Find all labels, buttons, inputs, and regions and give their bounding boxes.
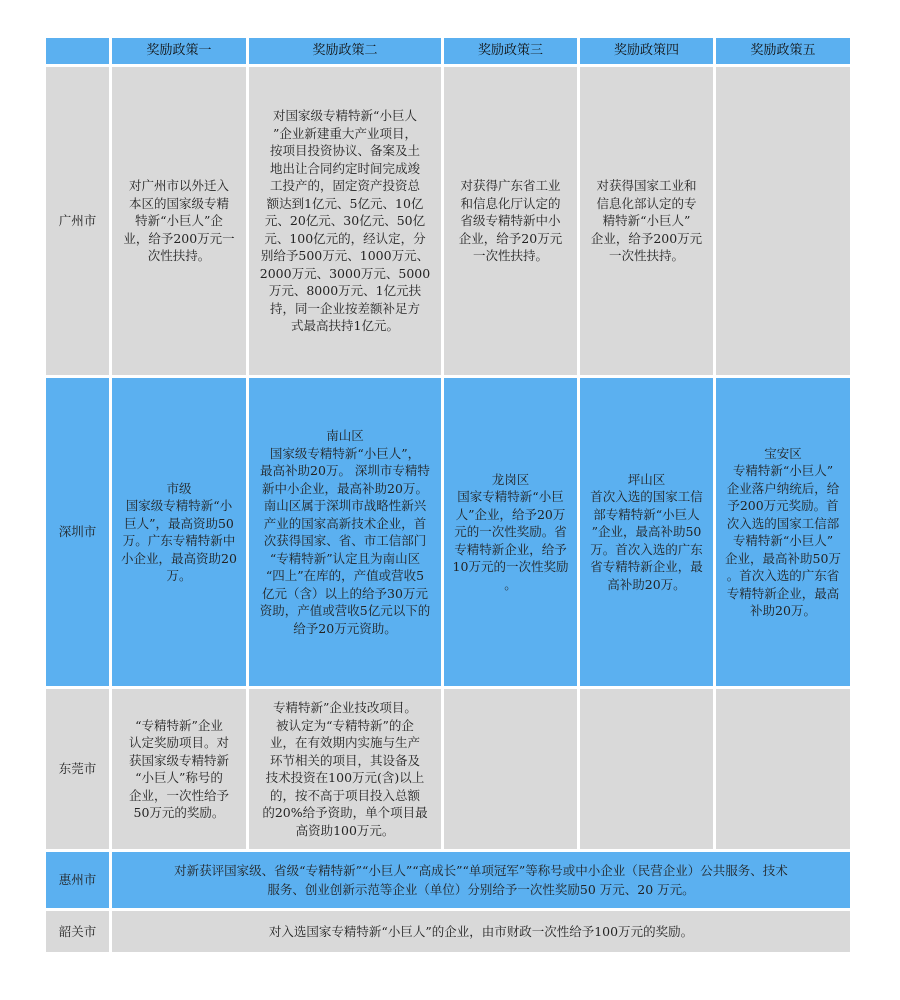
- shaoguan-policy-merged: 对入选国家专精特新“小巨人”的企业，由市财政一次性给予100万元的奖励。: [112, 911, 850, 952]
- header-policy-4: 奖励政策四: [580, 38, 713, 64]
- shenzhen-policy-5: 宝安区 专精特新“小巨人” 企业落户纳统后，给 予200万元奖励。首 次入选的国家工信部 专精特新“小巨人” 企业，最高补助50万 。首次入选的广东省 专精特新企业，最高 补助20万。: [716, 378, 850, 686]
- dongguan-policy-4: [580, 689, 713, 849]
- city-guangzhou: 广州市: [46, 67, 109, 375]
- guangzhou-policy-3: 对获得广东省工业 和信息化厅认定的 省级专精特新中小 企业，给予20万元 一次性扶持。: [444, 67, 577, 375]
- shenzhen-policy-4: 坪山区 首次入选的国家工信 部专精特新“小巨人 ”企业，最高补助50 万。首次入选的广东 省专精特新企业，最 高补助20万。: [580, 378, 713, 686]
- city-dongguan: 东莞市: [46, 689, 109, 849]
- header-corner: [46, 38, 109, 64]
- dongguan-policy-1: “专精特新”企业 认定奖励项目。对 获国家级专精特新 “小巨人”称号的 企业，一次性给予 50万元的奖励。: [112, 689, 246, 849]
- dongguan-policy-3: [444, 689, 577, 849]
- dongguan-policy-5: [716, 689, 850, 849]
- guangzhou-policy-1: 对广州市以外迁入 本区的国家级专精 特新“小巨人”企 业，给予200万元一 次性扶持。: [112, 67, 246, 375]
- shenzhen-policy-3: 龙岗区 国家专精特新“小巨 人”企业，给予20万 元的一次性奖励。省 专精特新企业，给予 10万元的一次性奖励 。: [444, 378, 577, 686]
- guangzhou-policy-4: 对获得国家工业和 信息化部认定的专 精特新“小巨人” 企业，给予200万元 一次性扶持。: [580, 67, 713, 375]
- header-policy-5: 奖励政策五: [716, 38, 850, 64]
- shenzhen-policy-2: 南山区 国家级专精特新“小巨人”， 最高补助20万。 深圳市专精特 新中小企业，最高补助20万。 南山区属于深圳市战略性新兴 产业的国家高新技术企业，首 次获得国家、省、市工信部门 “专精特新”认定且为南山区 “四上”在库的，产值或营收5 亿元（含）以上的给予30万元 资助，产值或营收5亿元以下的 给予20万元资助。: [249, 378, 441, 686]
- shenzhen-policy-1: 市级 国家级专精特新“小 巨人”，最高资助50 万。广东专精特新中 小企业，最高资助20 万。: [112, 378, 246, 686]
- city-shaoguan: 韶关市: [46, 911, 109, 952]
- city-huizhou: 惠州市: [46, 852, 109, 908]
- header-policy-3: 奖励政策三: [444, 38, 577, 64]
- header-policy-1: 奖励政策一: [112, 38, 246, 64]
- city-shenzhen: 深圳市: [46, 378, 109, 686]
- dongguan-policy-2: 专精特新”企业技改项目。 被认定为“专精特新”的企 业，在有效期内实施与生产 环节相关的项目，其设备及 技术投资在100万元(含)以上 的，按不高于项目投入总额 的20%给予资助，单个项目最 高资助100万元。: [249, 689, 441, 849]
- guangzhou-policy-5: [716, 67, 850, 375]
- huizhou-policy-merged: 对新获评国家级、省级“专精特新”“小巨人”“高成长”“单项冠军”等称号或中小企业（民营企业）公共服务、技术 服务、创业创新示范等企业（单位）分别给予一次性奖励50 万元、20 万元。: [112, 852, 850, 908]
- header-policy-2: 奖励政策二: [249, 38, 441, 64]
- guangzhou-policy-2: 对国家级专精特新“小巨人 ”企业新建重大产业项目， 按项目投资协议、备案及土 地出让合同约定时间完成竣 工投产的，固定资产投资总 额达到1亿元、5亿元、10亿 元、20亿元、30亿元、50亿 元、100亿元的，经认定，分 别给予500万元、1000万元、 2000万元、3000万元、5000 万元、8000万元、1亿元扶 持，同一企业按差额补足方 式最高扶持1亿元。: [249, 67, 441, 375]
